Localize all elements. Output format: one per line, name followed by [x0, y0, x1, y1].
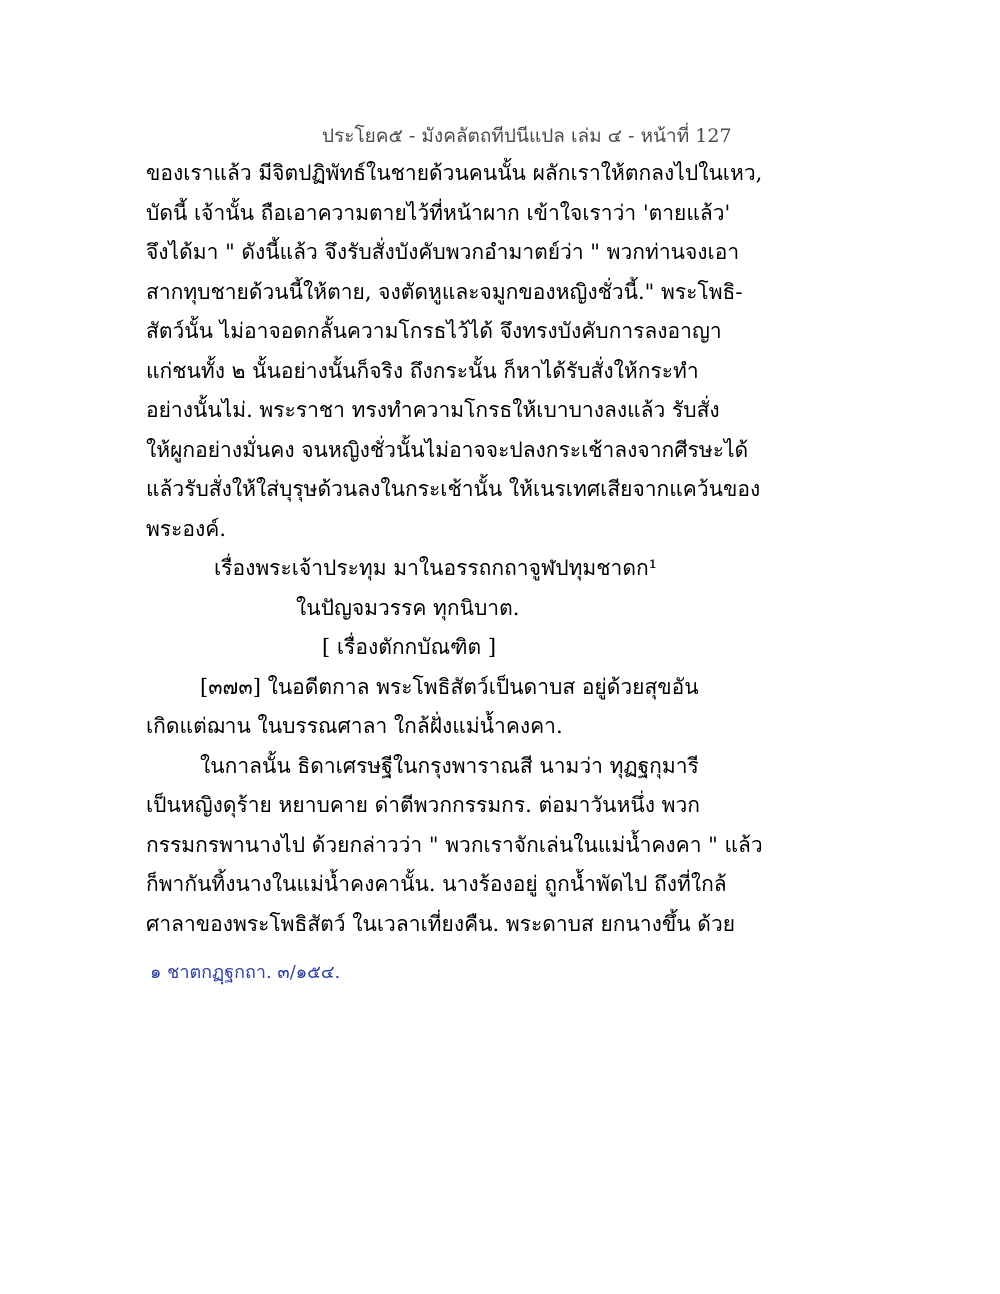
text-line: พระองค์. [146, 517, 226, 541]
footnote: ๑ ชาตกฏฺฐกถา. ๓/๑๕๔. [150, 962, 341, 983]
text-line: บัดนี้ เจ้านั้น ถือเอาความตายไว้ที่หน้าผาก เข้าใจเราว่า 'ตายแล้ว' [146, 201, 731, 225]
text-line: อย่างนั้นไม่. พระราชา ทรงทำความโกรธให้เบาบางลงแล้ว รับสั่ง [146, 398, 720, 422]
text-line: [๓๗๓] ในอดีตกาล พระโพธิสัตว์เป็นดาบส อยู่ด้วยสุขอัน [200, 675, 699, 699]
text-line: สากทุบชายด้วนนี้ให้ตาย, จงตัดหูและจมูกของหญิงชั่วนี้." พระโพธิ- [146, 280, 743, 304]
text-line: ให้ผูกอย่างมั่นคง จนหญิงชั่วนั้นไม่อาจจะปลงกระเช้าลงจากศีรษะได้ [146, 438, 749, 462]
section-title: [ เรื่องตักกบัณฑิต ] [322, 635, 497, 659]
story-source-line: ในปัญจมวรรค ทุกนิบาต. [296, 596, 520, 620]
text-line: ในกาลนั้น ธิดาเศรษฐีในกรุงพาราณสี นามว่า ทุฏฐกุมารี [200, 754, 699, 778]
text-line: ศาลาของพระโพธิสัตว์ ในเวลาเที่ยงคืน. พระดาบส ยกนางขึ้น ด้วย [146, 912, 736, 936]
text-line: แก่ชนทั้ง ๒ นั้นอย่างนั้นก็จริง ถึงกระนั้น ก็หาได้รับสั่งให้กระทำ [146, 359, 699, 383]
text-line: ก็พากันทิ้งนางในแม่น้ำคงคานั้น. นางร้องอยู่ ถูกน้ำพัดไป ถึงที่ใกล้ [146, 872, 727, 896]
page-header: ประโยค๕ - มังคลัตถทีปนีแปล เล่ม ๔ - หน้าที่ 127 [322, 125, 732, 147]
text-line: จึงได้มา " ดังนี้แล้ว จึงรับสั่งบังคับพวกอำมาตย์ว่า " พวกท่านจงเอา [146, 240, 740, 264]
text-line: กรรมกรพานางไป ด้วยกล่าวว่า " พวกเราจักเล่นในแม่น้ำคงคา " แล้ว [146, 833, 763, 857]
text-line: เกิดแต่ฌาน ในบรรณศาลา ใกล้ฝั่งแม่น้ำคงคา. [146, 714, 563, 738]
text-line: ของเราแล้ว มีจิตปฏิพัทธ์ในชายด้วนคนนั้น ผลักเราให้ตกลงไปในเหว, [146, 161, 763, 185]
text-line: สัตว์นั้น ไม่อาจอดกลั้นความโกรธไว้ได้ จึงทรงบังคับการลงอาญา [146, 319, 722, 343]
story-source-line: เรื่องพระเจ้าประทุม มาในอรรถกถาจูฬปทุมชาดก¹ [214, 556, 658, 580]
text-line: แล้วรับสั่งให้ใส่บุรุษด้วนลงในกระเช้านั้น ให้เนรเทศเสียจากแคว้นของ [146, 477, 761, 501]
text-line: เป็นหญิงดุร้าย หยาบคาย ด่าตีพวกกรรมกร. ต่อมาวันหนึ่ง พวก [146, 793, 701, 817]
